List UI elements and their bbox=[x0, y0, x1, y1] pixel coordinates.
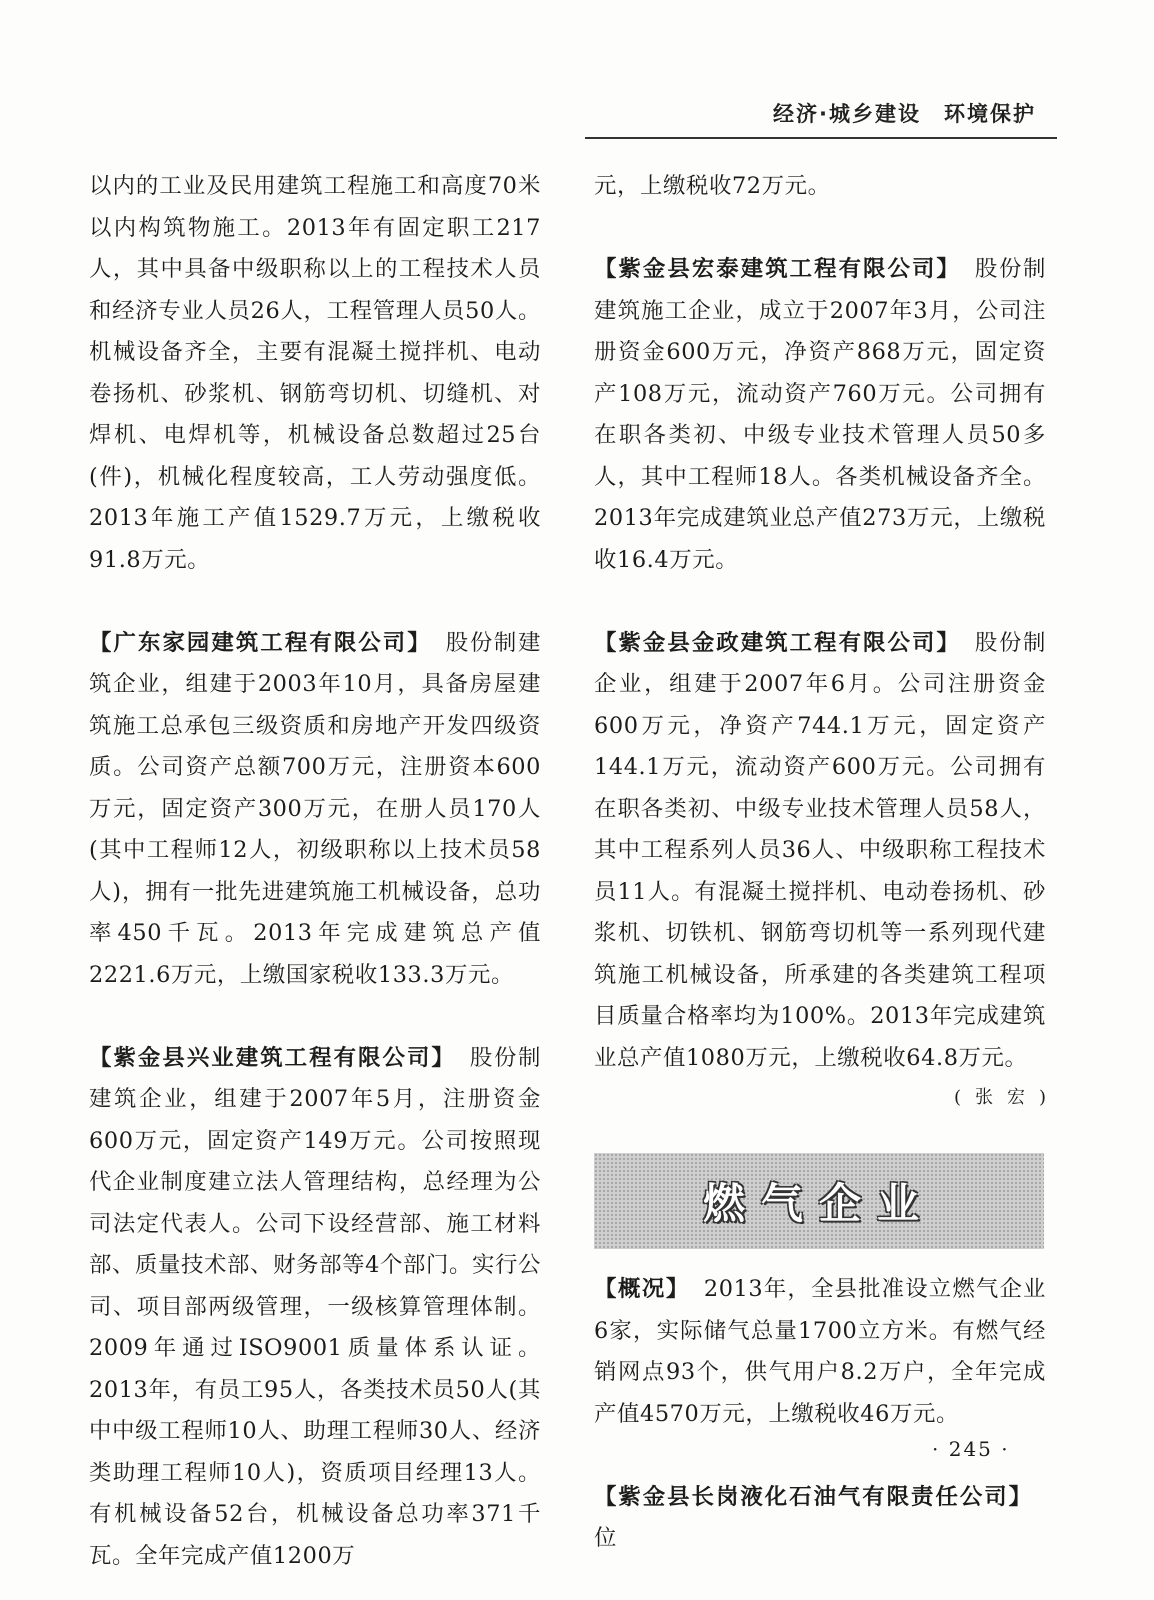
paragraph-continued: 以内的工业及民用建筑工程施工和高度70米以内构筑物施工。2013年有固定职工217人，其中具备中级职称以上的工程技术人员和经济专业人员26人，工程管理人员50人。机械设备齐全，主要有混凝土搅拌机、电动卷扬机、砂浆机、钢筋弯切机、切缝机、对焊机、电焊机等，机械设备总数超过25台(件)，机械化程度较高，工人劳动强度低。2013年施工产值1529.7万元，上缴税收91.8万元。 bbox=[89, 173, 541, 573]
entry-title: 【概况】 bbox=[594, 1276, 690, 1302]
entry-zijin-jinzheng bbox=[594, 623, 1046, 1080]
right-column bbox=[594, 166, 1060, 1560]
entry-body: 股份制企业，组建于2007年6月。公司注册资金600万元，净资产744.1万元，固定资产144.1万元，流动资产600万元。公司拥有在职各类初、中级专业技术管理人员58人，其中工程系列人员36人、中级职称工程技术员11人。有混凝土搅拌机、电动卷扬机、砂浆机、切铁机、钢筋弯切机等一系列现代建筑施工机械设备，所承建的各类建筑工程项目质量合格率均为100%。2013年完成建筑业总产值1080万元，上缴税收64.8万元。 bbox=[594, 629, 1046, 1071]
section-title: 燃气企业 bbox=[702, 1179, 935, 1228]
page-number: · 245 · bbox=[932, 1437, 1010, 1461]
entry-body: 股份制建筑企业，组建于2003年10月，具备房屋建筑施工总承包三级资质和房地产开发四级资质。公司资产总额700万元，注册资本600万元，固定资产300万元，在册人员170人(其中工程师12人，初级职称以上技术员58人)，拥有一批先进建筑施工机械设备，总功率450千瓦。2013年完成建筑总产值2221.6万元，上缴国家税收133.3万元。 bbox=[89, 629, 542, 988]
entry-title: 【紫金县宏泰建筑工程有限公司】 bbox=[594, 256, 961, 282]
paragraph-continued: 元，上缴税收72万元。 bbox=[594, 173, 831, 199]
entry-title: 【广东家园建筑工程有限公司】 bbox=[89, 629, 432, 656]
entry-zijin-changgang bbox=[594, 1477, 1046, 1560]
entry-body: 股份制建筑施工企业，成立于2007年3月，公司注册资金600万元，净资产868万元，固定资产108万元，流动资产760万元。公司拥有在职各类初、中级专业技术管理人员50多人，其中工程师18人。各类机械设备齐全。2013年完成建筑业总产值273万元，上缴税收16.4万元。 bbox=[594, 256, 1046, 573]
entry-guangdong-jiayuan bbox=[89, 623, 541, 997]
entry-body: 股份制建筑企业，组建于2007年5月，注册资金600万元，固定资产149万元。公司按照现代企业制度建立法人管理结构，总经理为公司法定代表人。公司下设经营部、施工材料部、质量技术部、财务部等4个部门。实行公司、项目部两级管理，一级核算管理体制。2009年通过ISO9001质量体系认证。2013年，有员工95人，各类技术员50人(其中中级工程师10人、助理工程师30人、经济类助理工程师10人)，资质项目经理13人。有机械设备52台，机械设备总功率371千瓦。全年完成产值1200万 bbox=[89, 1044, 541, 1569]
entry-overview bbox=[594, 1269, 1046, 1435]
entry-title: 【紫金县长岗液化石油气有限责任公司】 bbox=[594, 1483, 1032, 1510]
entry-title: 【紫金县金政建筑工程有限公司】 bbox=[594, 629, 961, 656]
entry-title: 【紫金县兴业建筑工程有限公司】 bbox=[89, 1044, 456, 1071]
running-header: 经济·城乡建设 环境保护 bbox=[773, 102, 1036, 126]
spacer bbox=[89, 996, 541, 1038]
spacer bbox=[594, 208, 1046, 250]
entry-body: 2013年，全县批准设立燃气企业6家，实际储气总量1700立方米。有燃气经销网点93个，供气用户8.2万户，全年完成产值4570万元，上缴税收46万元。 bbox=[594, 1276, 1046, 1427]
header-rule bbox=[585, 137, 1057, 139]
spacer bbox=[594, 581, 1046, 623]
section-banner bbox=[594, 1153, 1044, 1249]
left-column bbox=[89, 166, 541, 1577]
spacer bbox=[89, 581, 541, 623]
author-credit: (张宏) bbox=[953, 1087, 1060, 1108]
entry-zijin-xingye bbox=[89, 1038, 541, 1578]
entry-zijin-hongtai bbox=[594, 249, 1046, 581]
entry-body: 位 bbox=[594, 1525, 617, 1551]
